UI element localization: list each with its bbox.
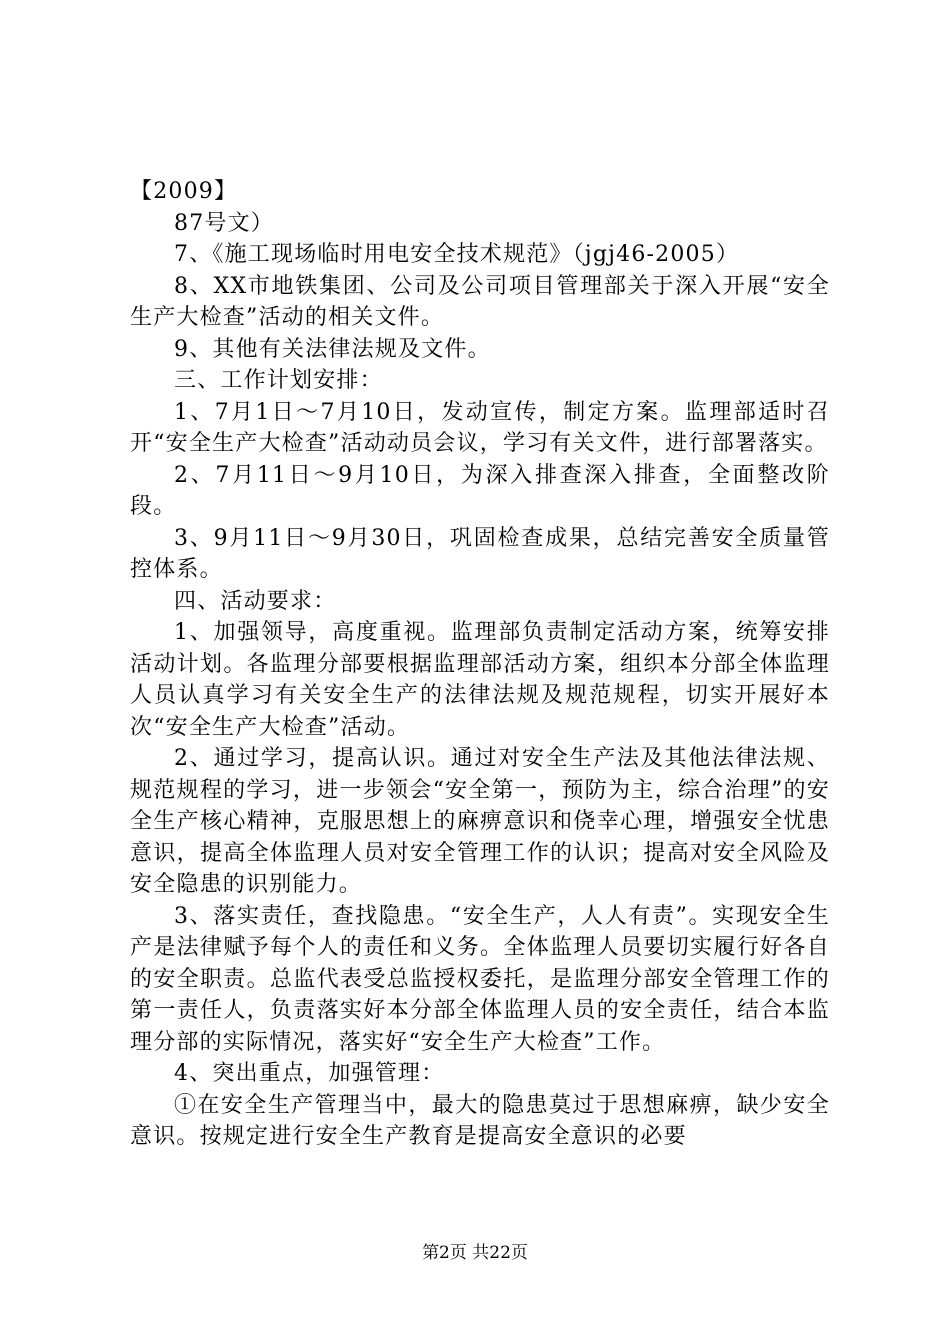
paragraph-plan-1: 1、7月1日～7月10日，发动宣传，制定方案。监理部适时召开“安全生产大检查”活动动员会议，学习有关文件，进行部署落实。: [130, 399, 830, 456]
section-heading-work-plan: 三、工作计划安排：: [174, 368, 383, 393]
paragraph-requirement-3: 3、落实责任，查找隐患。“安全生产，人人有责”。实现安全生产是法律赋予每个人的责任和义务。全体监理人员要切实履行好各自的安全职责。总监代表受总监授权委托，是监理分部安全管理工作的第一责任人，负责落实好本分部全体监理人员的安全责任，结合本监理分部的实际情况，落实好“安全生产大检查”工作。: [130, 903, 830, 1055]
paragraph-requirement-4: 4、突出重点，加强管理：: [174, 1061, 445, 1086]
page-number-footer: 第2页 共22页: [422, 1243, 528, 1263]
paragraph-reference-9: 9、其他有关法律法规及文件。: [174, 336, 491, 362]
paragraph-plan-2: 2、7月11日～9月10日，为深入排查深入排查，全面整改阶段。: [130, 462, 830, 519]
paragraph-doc-reference-number: 87号文）: [174, 210, 274, 236]
section-heading-requirements: 四、活动要求：: [174, 588, 337, 614]
paragraph-requirement-1: 1、加强领导，高度重视。监理部负责制定活动方案，统筹安排活动计划。各监理分部要根据监理部活动方案，组织本分部全体监理人员认真学习有关安全生产的法律法规及规范规程，切实开展好本次“安全生产大检查”活动。: [130, 620, 830, 740]
paragraph-reference-7: 7、《施工现场临时用电安全技术规范》（jgj46-2005）: [174, 242, 740, 267]
paragraph-reference-8: 8、XX市地铁集团、公司及公司项目管理部关于深入开展“安全生产大检查”活动的相关文件。: [130, 273, 830, 330]
paragraph-plan-3: 3、9月11日～9月30日，巩固检查成果，总结完善安全质量管控体系。: [130, 525, 830, 582]
paragraph-requirement-2: 2、通过学习，提高认识。通过对安全生产法及其他法律法规、规范规程的学习，进一步领会“安全第一，预防为主，综合治理”的安全生产核心精神，克服思想上的麻痹意识和侥幸心理，增强安全忧患意识，提高全体监理人员对安全管理工作的认识；提高对安全风险及安全隐患的识别能力。: [130, 746, 830, 897]
paragraph-doc-reference-year: 【2009】: [130, 179, 238, 204]
paragraph-requirement-4-item-1: ①在安全生产管理当中，最大的隐患莫过于思想麻痹，缺少安全意识。按规定进行安全生产教育是提高安全意识的必要: [130, 1092, 830, 1149]
document-body: [130, 176, 830, 1153]
